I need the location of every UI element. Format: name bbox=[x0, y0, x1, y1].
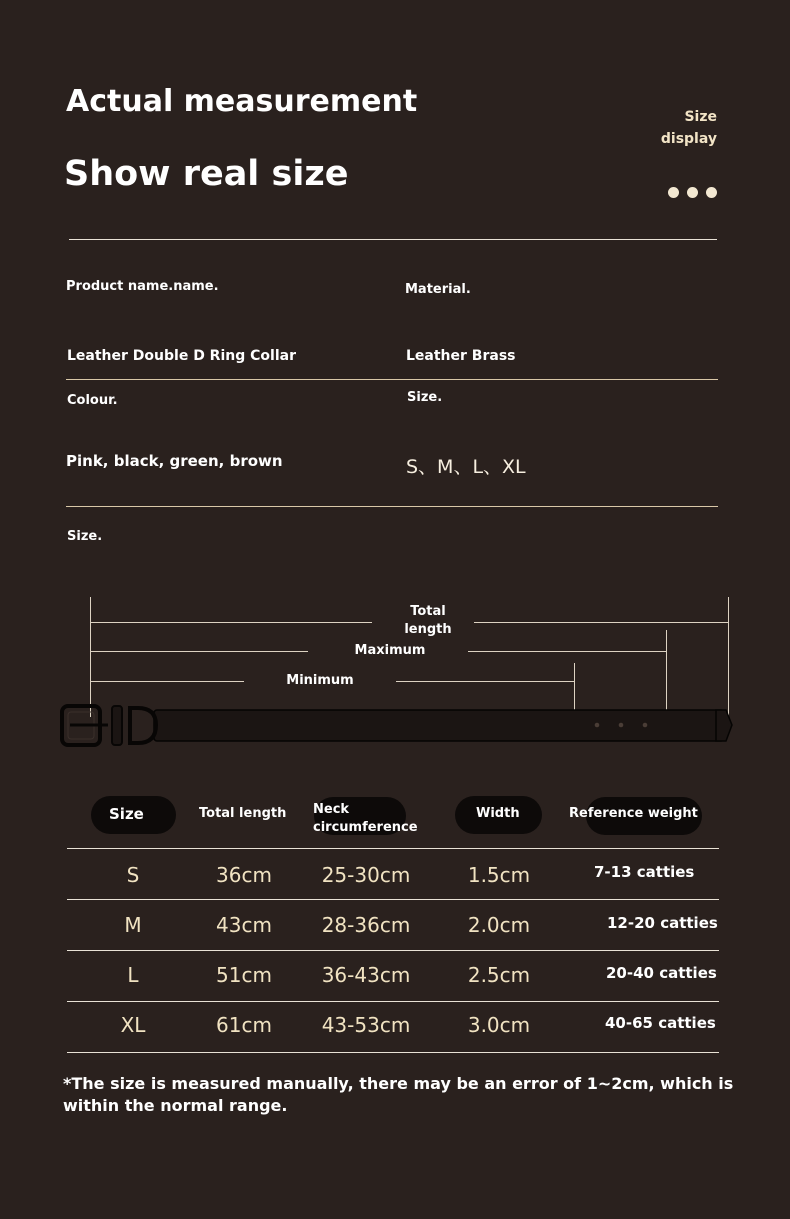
cell-total-length: 36cm bbox=[216, 863, 272, 887]
size-display-line1: Size bbox=[684, 109, 717, 125]
maximum-label: Maximum bbox=[354, 643, 426, 658]
size-label: Size. bbox=[407, 390, 443, 405]
dot bbox=[668, 187, 679, 198]
material-value: Leather Brass bbox=[406, 348, 516, 364]
column-header-size: Size bbox=[109, 805, 144, 823]
info-divider-1 bbox=[66, 379, 718, 380]
page-subtitle: Show real size bbox=[64, 154, 349, 194]
total-label-line1: Total bbox=[410, 604, 446, 619]
cell-weight: 12-20 catties bbox=[607, 914, 718, 932]
cell-neck: 28-36cm bbox=[321, 913, 411, 937]
product-name-value: Leather Double D Ring Collar bbox=[67, 348, 296, 364]
cell-size: L bbox=[127, 963, 139, 987]
strap-hole bbox=[595, 723, 600, 728]
cell-neck: 43-53cm bbox=[321, 1013, 411, 1037]
measurement-note: *The size is measured manually, there may be an error of 1~2cm, which is within the normal range. bbox=[63, 1074, 734, 1115]
column-header-width: Width bbox=[476, 806, 520, 821]
size-display-label bbox=[637, 106, 717, 150]
ellipsis-icon bbox=[668, 187, 718, 199]
colour-value: Pink, black, green, brown bbox=[66, 452, 283, 470]
colour-label: Colour. bbox=[67, 393, 118, 408]
size-value: S、M、L、XL bbox=[406, 456, 526, 478]
cell-total-length: 51cm bbox=[216, 963, 272, 987]
cell-total-length: 61cm bbox=[216, 1013, 272, 1037]
diagram-size-label: Size. bbox=[67, 529, 103, 544]
table-header-divider bbox=[67, 848, 719, 849]
maximum-line-left bbox=[90, 651, 308, 652]
start-marker-line bbox=[90, 597, 91, 717]
minimum-line-left bbox=[90, 681, 244, 682]
page-title: Actual measurement bbox=[66, 84, 418, 119]
table-row-divider bbox=[67, 950, 719, 951]
column-header-neck-circumference bbox=[313, 801, 418, 837]
cell-neck: 36-43cm bbox=[321, 963, 411, 987]
cell-size: XL bbox=[120, 1013, 146, 1037]
maximum-line-right bbox=[468, 651, 666, 652]
size-display-line2: display bbox=[660, 131, 717, 147]
total-line-right bbox=[474, 622, 728, 623]
cell-neck: 25-30cm bbox=[321, 863, 411, 887]
minimum-label: Minimum bbox=[286, 673, 354, 688]
cell-size: S bbox=[126, 863, 140, 887]
cell-weight: 40-65 catties bbox=[605, 1014, 716, 1032]
strap-hole bbox=[643, 723, 648, 728]
neck-header-line1: Neck bbox=[313, 802, 350, 817]
cell-width: 2.0cm bbox=[467, 913, 531, 937]
neck-header-line2: circumference bbox=[313, 820, 418, 835]
strap-hole bbox=[619, 723, 624, 728]
d-ring-icon bbox=[130, 708, 156, 743]
dot bbox=[706, 187, 717, 198]
total-length-label bbox=[398, 603, 458, 639]
collar-strap bbox=[154, 710, 724, 741]
product-name-label: Product name.name. bbox=[66, 279, 219, 294]
cell-weight: 20-40 catties bbox=[606, 964, 717, 982]
cell-weight: 7-13 catties bbox=[594, 863, 695, 881]
info-divider-2 bbox=[66, 506, 718, 507]
table-row-divider bbox=[67, 1001, 719, 1002]
header-divider bbox=[69, 239, 717, 240]
cell-width: 2.5cm bbox=[467, 963, 531, 987]
dot bbox=[687, 187, 698, 198]
table-bottom-divider bbox=[67, 1052, 719, 1053]
total-line-left bbox=[90, 622, 372, 623]
column-header-total-length: Total length bbox=[199, 806, 287, 821]
collar-illustration bbox=[56, 700, 736, 752]
cell-size: M bbox=[124, 913, 142, 937]
cell-total-length: 43cm bbox=[216, 913, 272, 937]
cell-width: 3.0cm bbox=[467, 1013, 531, 1037]
column-header-weight: Reference weight bbox=[569, 806, 698, 821]
collar-strap-tip bbox=[716, 710, 732, 741]
table-row-divider bbox=[67, 899, 719, 900]
cell-width: 1.5cm bbox=[467, 863, 531, 887]
minimum-line-right bbox=[396, 681, 574, 682]
material-label: Material. bbox=[405, 282, 471, 297]
strap-keeper bbox=[112, 706, 122, 745]
total-label-line2: length bbox=[404, 622, 452, 637]
